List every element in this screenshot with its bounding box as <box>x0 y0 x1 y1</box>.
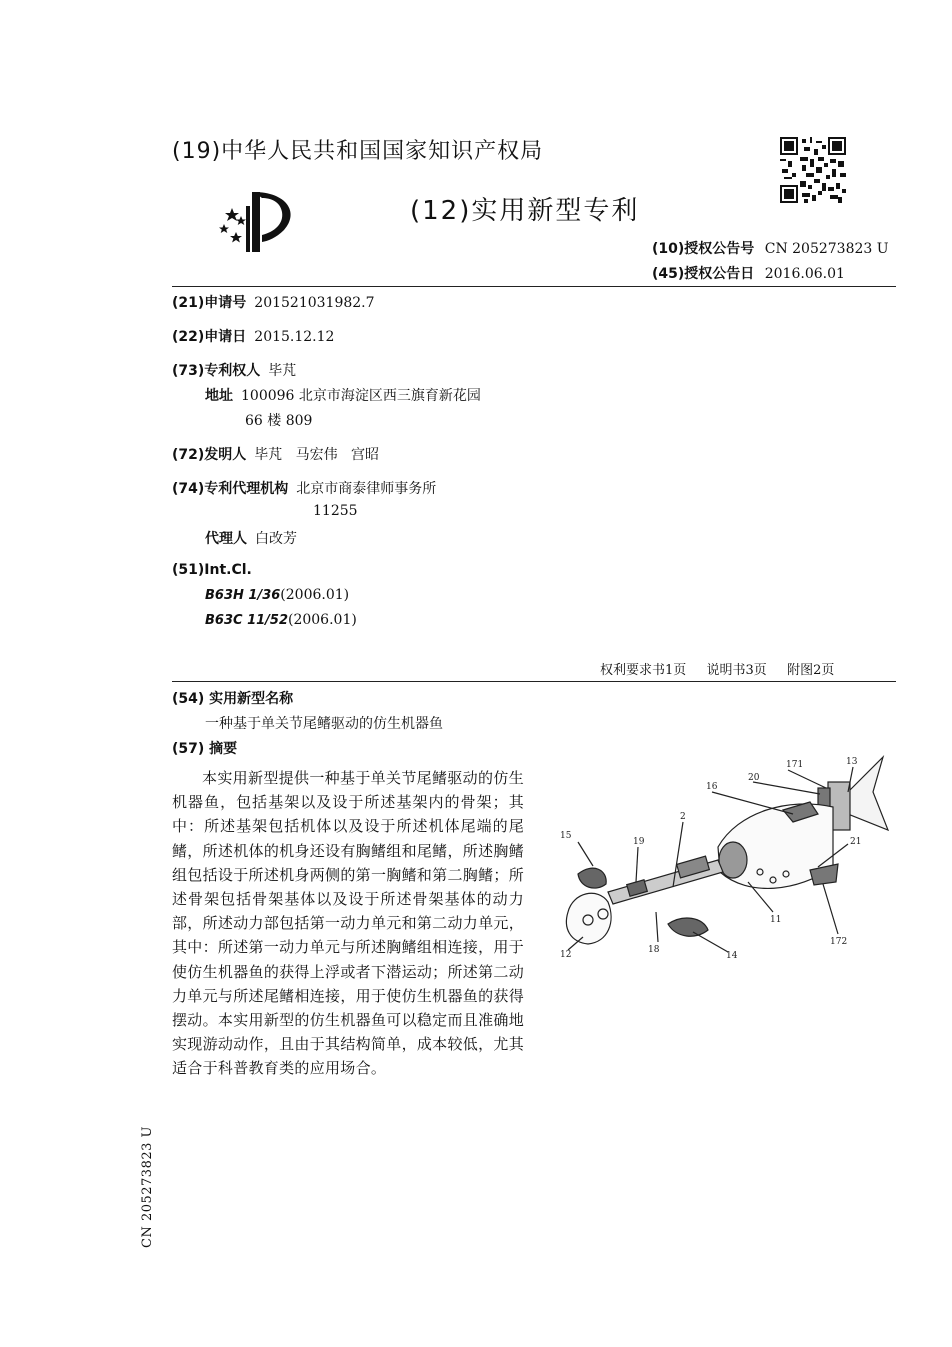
abstract-text: 本实用新型提供一种基于单关节尾鳍驱动的仿生机器鱼，包括基架以及设于所述基架内的骨架；其中：所述基架包括机体以及设于所述机体尾端的尾鳍，所述机体的机身还设有胸鳍组和尾鳍，所述胸鳍组包括设于所述机身两侧的第一胸鳍和第二胸鳍；所述骨架包括骨架基体以及设于所述骨架基体的动力部，所述动力部包括第一动力单元和第二动力单元，其中：所述第一动力单元与所述胸鳍组相连接，用于使仿生机器鱼的获得上浮或者下潜运动；所述第二动力单元与所述尾鳍相连接，用于使仿生机器鱼的获得摆动。本实用新型的仿生机器鱼可以稳定而且准确地实现游动动作，且由于其结构简单，成本较低，尤其适合于科普教育类的应用场合。 <box>172 769 524 1078</box>
int-cl-label <box>172 562 252 578</box>
application-date-row <box>172 326 334 346</box>
agency-label: (74)专利代理机构 <box>172 481 289 497</box>
application-date-label: (22)申请日 <box>172 329 247 345</box>
figure-label: 14 <box>726 951 738 961</box>
figure-label: 172 <box>830 937 848 947</box>
agent-row <box>205 528 297 548</box>
patentee-label: (73)专利权人 <box>172 363 261 379</box>
publication-date-row <box>652 263 845 283</box>
figure-label: 21 <box>850 837 862 847</box>
abstract-section-label: (57) 摘要 <box>172 741 238 757</box>
figure-label: 13 <box>846 757 858 767</box>
publication-number-row <box>652 238 889 258</box>
address-line-1: 100096 北京市海淀区西三旗育新花园 <box>241 388 481 404</box>
figure-label: 171 <box>786 760 804 770</box>
section-divider <box>172 681 896 682</box>
address-line-2: 66 楼 809 <box>245 413 313 429</box>
application-number-label: (21)申请号 <box>172 295 247 311</box>
agent: 白改芳 <box>255 531 297 547</box>
agent-label: 代理人 <box>205 531 247 547</box>
inventors-label: (72)发明人 <box>172 447 247 463</box>
application-number: 201521031982.7 <box>254 295 375 311</box>
publication-date-label: (45)授权公告日 <box>652 266 755 282</box>
robotic-fish-drawing <box>548 752 898 962</box>
figure-label: 19 <box>633 837 645 847</box>
patentee-row <box>172 360 296 380</box>
address-label: 地址 <box>205 388 233 404</box>
utility-model-title: 一种基于单关节尾鳍驱动的仿生机器鱼 <box>205 716 443 732</box>
inventors-row <box>172 444 379 464</box>
page-count-info: 权利要求书1页 说明书3页 附图2页 <box>600 663 835 678</box>
cnipa-logo-icon <box>214 186 300 258</box>
issuing-authority: (19)中华人民共和国国家知识产权局 <box>172 139 544 164</box>
figure-label: 15 <box>560 831 572 841</box>
figure-label: 12 <box>560 950 572 960</box>
agency-row <box>172 478 436 498</box>
application-date: 2015.12.12 <box>254 329 335 345</box>
patentee: 毕芃 <box>268 363 297 379</box>
ipc-code-2: B63C 11/52 <box>205 613 288 628</box>
figure-label: 18 <box>648 945 660 955</box>
ipc-row-1 <box>205 587 349 603</box>
figure-label: 2 <box>680 812 686 822</box>
publication-number-label: (10)授权公告号 <box>652 241 755 257</box>
figure-label: 11 <box>770 915 782 925</box>
publication-date: 2016.06.01 <box>764 266 845 282</box>
ipc-row-2 <box>205 612 357 628</box>
header-divider <box>172 286 896 287</box>
figure-label: 16 <box>706 782 718 792</box>
agency-code: 11255 <box>313 503 358 519</box>
side-publication-number: CN 205273823 U <box>140 1126 155 1248</box>
ipc-version-2: (2006.01) <box>288 612 357 628</box>
application-number-row <box>172 292 375 312</box>
ipc-code-1: B63H 1/36 <box>205 588 281 603</box>
inventors: 毕芃 马宏伟 宫昭 <box>254 447 379 463</box>
ipc-version-1: (2006.01) <box>280 587 350 603</box>
document-type: (12)实用新型专利 <box>410 196 640 226</box>
address-row <box>205 385 481 405</box>
int-cl-label-text: (51)Int.Cl. <box>172 562 252 578</box>
qr-code-icon <box>780 137 846 203</box>
agency: 北京市商泰律师事务所 <box>296 481 437 497</box>
publication-number: CN 205273823 U <box>764 241 889 257</box>
figure-label: 20 <box>748 773 760 783</box>
title-section-label: (54) 实用新型名称 <box>172 691 294 707</box>
